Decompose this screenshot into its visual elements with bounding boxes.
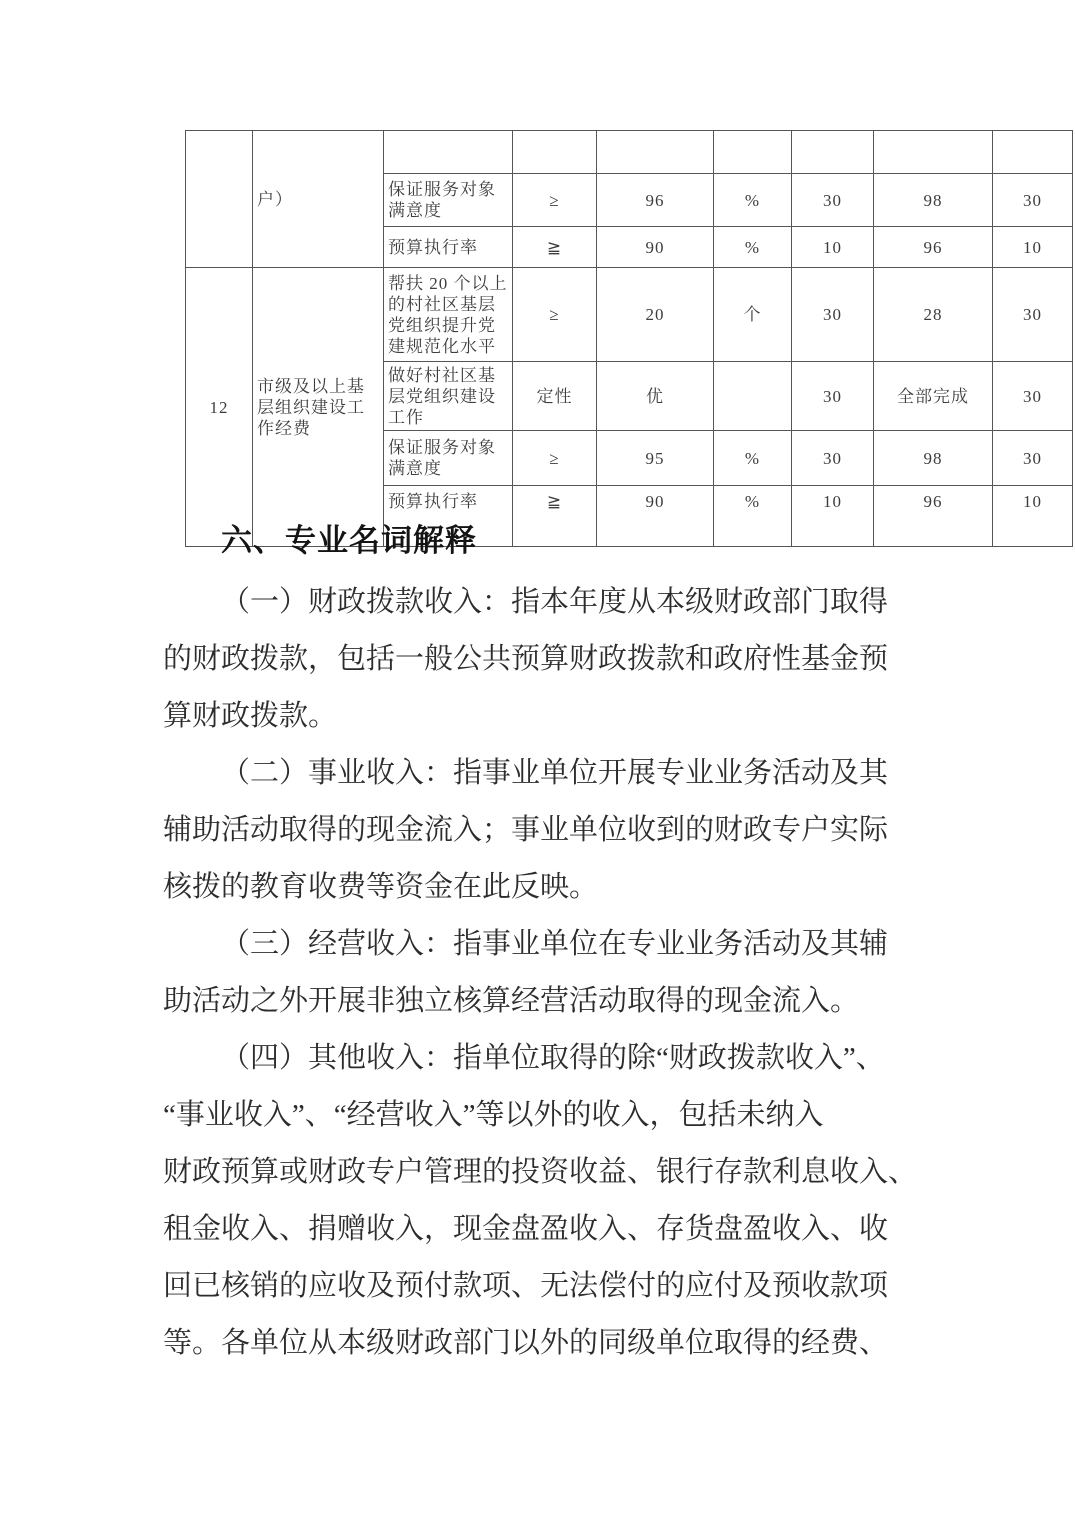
unit-cell	[714, 362, 792, 431]
unit-cell	[714, 131, 792, 174]
actual-value-cell: 96	[874, 486, 993, 547]
paragraph-line: 辅助活动取得的现金流入；事业单位收到的财政专户实际	[163, 814, 889, 846]
target-value-cell	[597, 131, 714, 174]
score-cell: 30	[993, 268, 1073, 362]
table-row	[186, 131, 1073, 174]
score-cell: 10	[993, 227, 1073, 268]
unit-cell: 个	[714, 268, 792, 362]
weight-cell: 10	[792, 486, 874, 547]
unit-cell: %	[714, 486, 792, 547]
actual-value-cell: 96	[874, 227, 993, 268]
paragraph-line: 算财政拨款。	[163, 700, 338, 732]
paragraph-line: （二）事业收入：指事业单位开展专业业务活动及其	[221, 757, 889, 789]
actual-value-cell	[874, 131, 993, 174]
comparison-symbol-cell: ≧	[513, 486, 597, 547]
paragraph-line: （一）财政拨款收入：指本年度从本级财政部门取得	[221, 586, 889, 618]
comparison-symbol-cell: ≧	[513, 227, 597, 268]
weight-cell: 30	[792, 431, 874, 486]
row-seq-cell	[186, 131, 253, 268]
unit-cell: %	[714, 431, 792, 486]
comparison-symbol-cell: 定性	[513, 362, 597, 431]
score-cell: 30	[993, 174, 1073, 227]
indicator-name-cell: 帮扶 20 个以上的村社区基层党组织提升党建规范化水平	[384, 268, 513, 362]
paragraph-line: 等。各单位从本级财政部门以外的同级单位取得的经费、	[163, 1327, 889, 1359]
target-value-cell: 90	[597, 227, 714, 268]
paragraph-line: 租金收入、捐赠收入，现金盘盈收入、存货盘盈收入、收	[163, 1213, 889, 1245]
paragraph-line: 财政预算或财政专户管理的投资收益、银行存款利息收入、	[163, 1156, 918, 1188]
actual-value-cell: 28	[874, 268, 993, 362]
target-value-cell: 优	[597, 362, 714, 431]
weight-cell: 10	[792, 227, 874, 268]
score-cell: 30	[993, 431, 1073, 486]
indicator-name-cell: 保证服务对象满意度	[384, 431, 513, 486]
project-name-cell: 市级及以上基层组织建设工作经费	[253, 268, 384, 547]
indicator-name-cell: 做好村社区基层党组织建设工作	[384, 362, 513, 431]
paragraph-line: 核拨的教育收费等资金在此反映。	[163, 871, 599, 903]
weight-cell: 30	[792, 268, 874, 362]
comparison-symbol-cell: ≥	[513, 268, 597, 362]
paragraph-line: 助活动之外开展非独立核算经营活动取得的现金流入。	[163, 985, 860, 1017]
target-value-cell: 95	[597, 431, 714, 486]
weight-cell: 30	[792, 174, 874, 227]
indicator-name-cell: 保证服务对象满意度	[384, 174, 513, 227]
row-seq-cell: 12	[186, 268, 253, 547]
paragraph-line: “事业收入”、“经营收入”等以外的收入，包括未纳入	[163, 1099, 824, 1131]
target-value-cell: 96	[597, 174, 714, 227]
score-cell: 30	[993, 362, 1073, 431]
comparison-symbol-cell: ≥	[513, 431, 597, 486]
unit-cell: %	[714, 174, 792, 227]
score-cell: 10	[993, 486, 1073, 547]
weight-cell: 30	[792, 362, 874, 431]
actual-value-cell: 98	[874, 174, 993, 227]
paragraph-line: （三）经营收入：指事业单位在专业业务活动及其辅	[221, 928, 889, 960]
paragraph-line: 回已核销的应收及预付款项、无法偿付的应付及预收款项	[163, 1270, 889, 1302]
project-name-cell: 户）	[253, 131, 384, 268]
indicator-name-cell: 预算执行率	[384, 486, 513, 547]
paragraph-line: （四）其他收入：指单位取得的除“财政拨款收入”、	[221, 1042, 885, 1074]
section-heading: 六、专业名词解释	[221, 523, 477, 558]
indicator-name-cell: 预算执行率	[384, 227, 513, 268]
comparison-symbol-cell	[513, 131, 597, 174]
actual-value-cell: 全部完成	[874, 362, 993, 431]
score-cell	[993, 131, 1073, 174]
terminology-section	[163, 574, 918, 1372]
unit-cell: %	[714, 227, 792, 268]
target-value-cell: 90	[597, 486, 714, 547]
performance-indicator-table	[185, 130, 1073, 547]
weight-cell	[792, 131, 874, 174]
actual-value-cell: 98	[874, 431, 993, 486]
table-row	[186, 268, 1073, 362]
comparison-symbol-cell: ≥	[513, 174, 597, 227]
paragraph-line: 的财政拨款，包括一般公共预算财政拨款和政府性基金预	[163, 643, 889, 675]
target-value-cell: 20	[597, 268, 714, 362]
indicator-name-cell	[384, 131, 513, 174]
